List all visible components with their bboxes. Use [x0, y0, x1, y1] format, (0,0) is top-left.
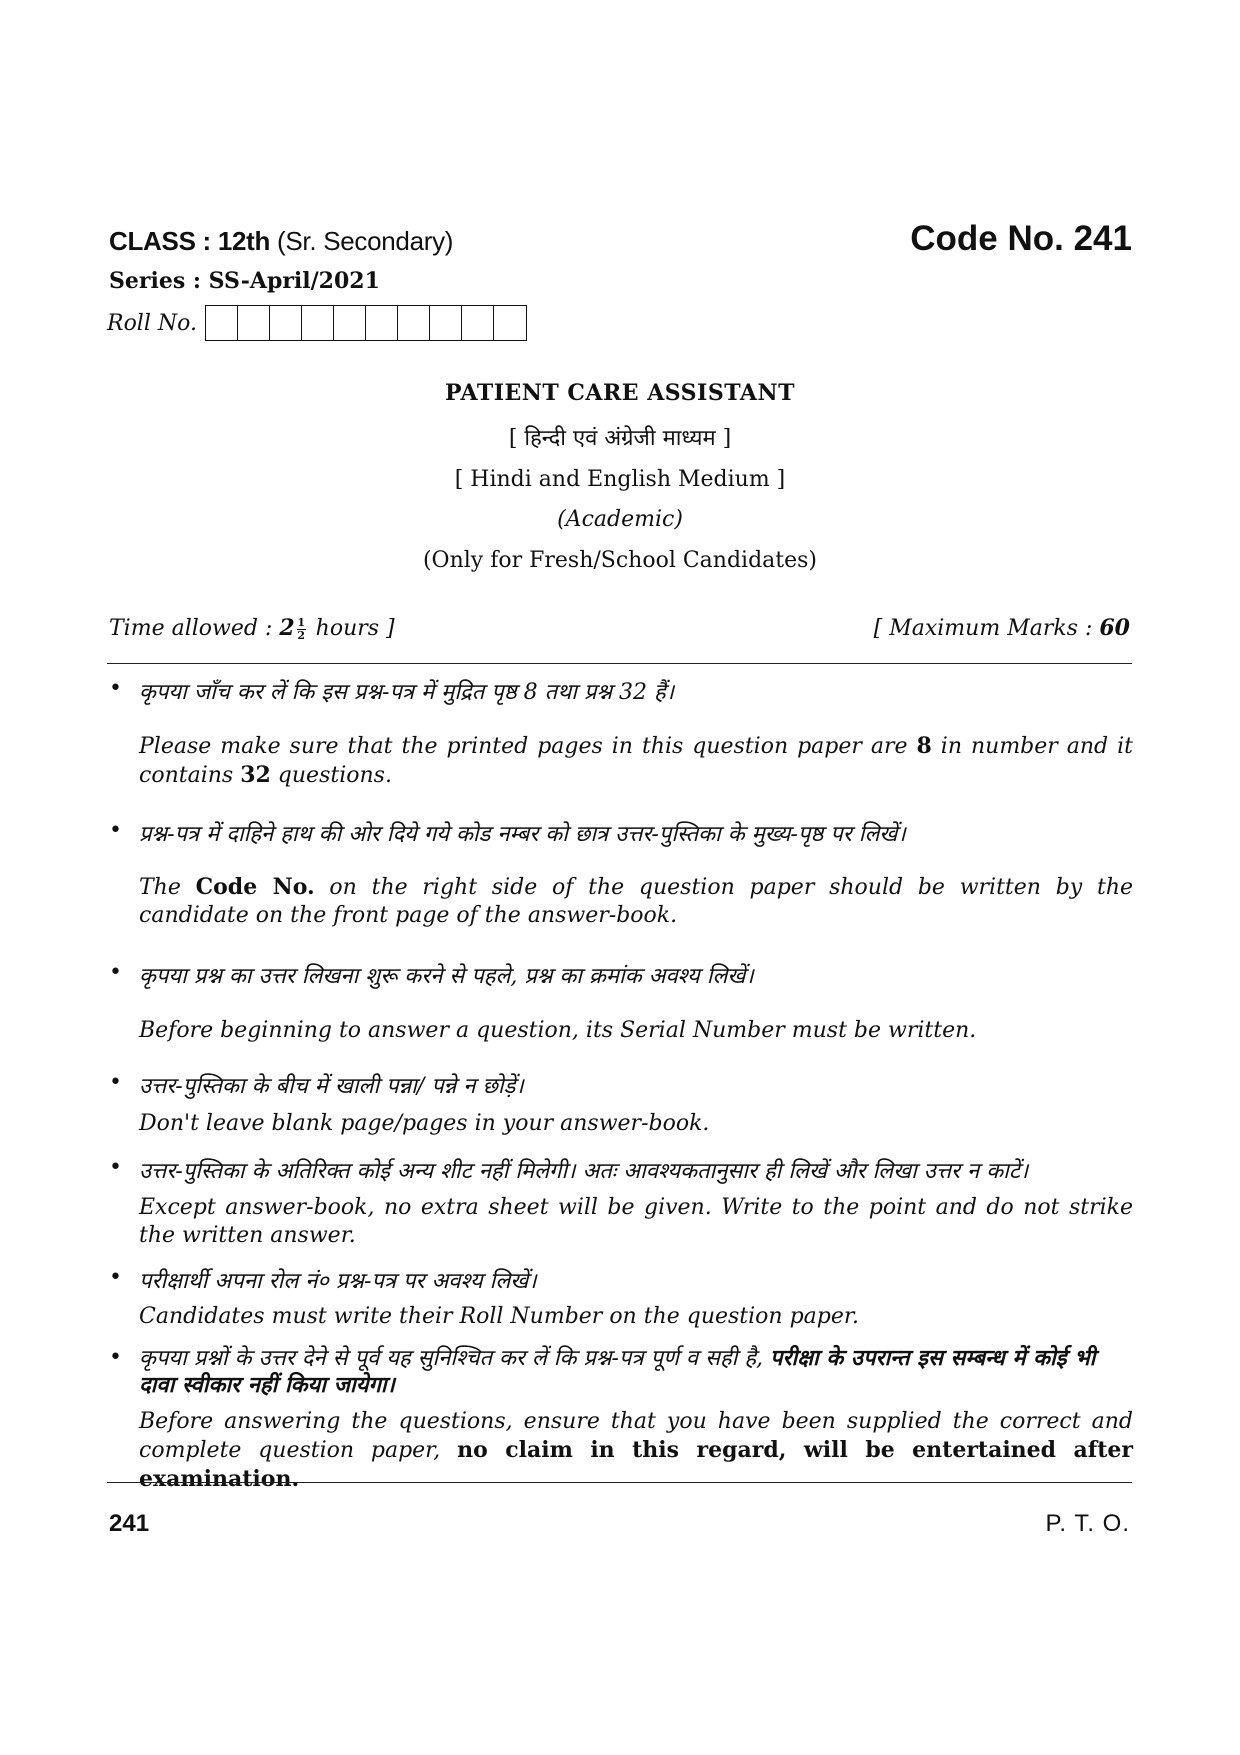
roll-box: [494, 306, 526, 340]
roll-number-boxes: [205, 305, 527, 341]
roll-box: [238, 306, 270, 340]
roll-box: [270, 306, 302, 340]
academic-label: (Academic): [557, 507, 683, 532]
instruction-english: Before answering the questions, ensure that you have been supplied the correct and complete question paper, no claim in this regard, will be entertained after examination.: [139, 1409, 1133, 1492]
maximum-marks: [ Maximum Marks : 60: [873, 615, 1130, 641]
fraction: $\frac{1}{2}$: [297, 615, 305, 642]
instruction-hindi: उत्तर-पुस्तिका के बीच में खाली पन्ना/ पन्ने न छोड़ें।: [139, 1074, 524, 1099]
instruction-hindi: कृपया प्रश्न का उत्तर लिखना शुरू करने से पहले, प्रश्न का क्रमांक अवश्य लिखें।: [139, 964, 754, 989]
bullet: •: [109, 1345, 122, 1370]
roll-box: [366, 306, 398, 340]
candidates-label: (Only for Fresh/School Candidates): [422, 548, 818, 573]
instruction-english: The Code No. on the right side of the question paper should be written by the candidate on the front page of the answer-book.: [139, 874, 1134, 928]
medium-hindi: [ हिन्दी एवं अंग्रेजी माध्यम ]: [508, 426, 732, 451]
divider-top: [107, 663, 1132, 664]
roll-number-row: [107, 305, 527, 341]
bullet: •: [109, 960, 122, 985]
roll-box: [334, 306, 366, 340]
instruction-hindi: कृपया जाँच कर लें कि इस प्रश्न-पत्र में मुद्रित पृष्ठ 8 तथा प्रश्न 32 हैं।: [139, 680, 675, 705]
instruction-hindi: परीक्षार्थी अपना रोल नं० प्रश्न-पत्र पर अवश्य लिखें।: [139, 1269, 537, 1294]
series-label: Series : SS-April/2021: [109, 268, 380, 294]
instruction-english: Candidates must write their Roll Number on the question paper.: [139, 1304, 859, 1329]
instruction-hindi: कृपया प्रश्नों के उत्तर देने से पूर्व यह सुनिश्चित कर लें कि प्रश्न-पत्र पूर्ण व सही है, परीक्षा के उपरान्त इस सम्बन्ध में कोई भी दावा स्वीकार नहीं किया जायेगा।: [139, 1345, 1096, 1398]
bullet: •: [109, 1070, 122, 1095]
instruction-english: Except answer-book, no extra sheet will be given. Write to the point and do not strike the written answer.: [139, 1195, 1133, 1248]
roll-box: [430, 306, 462, 340]
medium-english: [ Hindi and English Medium ]: [454, 467, 786, 492]
roll-box: [398, 306, 430, 340]
subject-title: PATIENT CARE ASSISTANT: [445, 380, 795, 406]
instruction-english: Please make sure that the printed pages in this question paper are 8 in number and it contains 32 questions.: [139, 733, 1133, 788]
bullet: •: [109, 1265, 122, 1290]
footer-pto: P. T. O.: [1045, 1510, 1130, 1537]
bullet: •: [109, 1155, 122, 1180]
instruction-hindi: प्रश्न-पत्र में दाहिने हाथ की ओर दिये गये कोड नम्बर को छात्र उत्तर-पुस्तिका के मुख्य-पृष्ठ पर लिखें।: [139, 822, 906, 847]
bullet: •: [109, 676, 122, 701]
instruction-hindi: उत्तर-पुस्तिका के अतिरिक्त कोई अन्य शीट नहीं मिलेगी। अतः आवश्यकतानुसार ही लिखें और लिखा उत्तर न काटें।: [139, 1159, 1029, 1184]
roll-number-label: Roll No.: [107, 310, 197, 336]
instruction-english: Before beginning to answer a question, its Serial Number must be written.: [139, 1018, 977, 1043]
instruction-english: Don't leave blank page/pages in your answer-book.: [139, 1111, 710, 1136]
roll-box: [206, 306, 238, 340]
bullet: •: [109, 818, 122, 843]
divider-bottom: [107, 1482, 1132, 1483]
code-number: Code No. 241: [910, 219, 1132, 258]
roll-box: [302, 306, 334, 340]
class-heading: CLASS : 12th (Sr. Secondary): [109, 226, 454, 256]
time-allowed: Time allowed : 2 $\frac{1}{2}$ hours ]: [109, 615, 395, 642]
roll-box: [462, 306, 494, 340]
footer-code: 241: [109, 1510, 150, 1537]
